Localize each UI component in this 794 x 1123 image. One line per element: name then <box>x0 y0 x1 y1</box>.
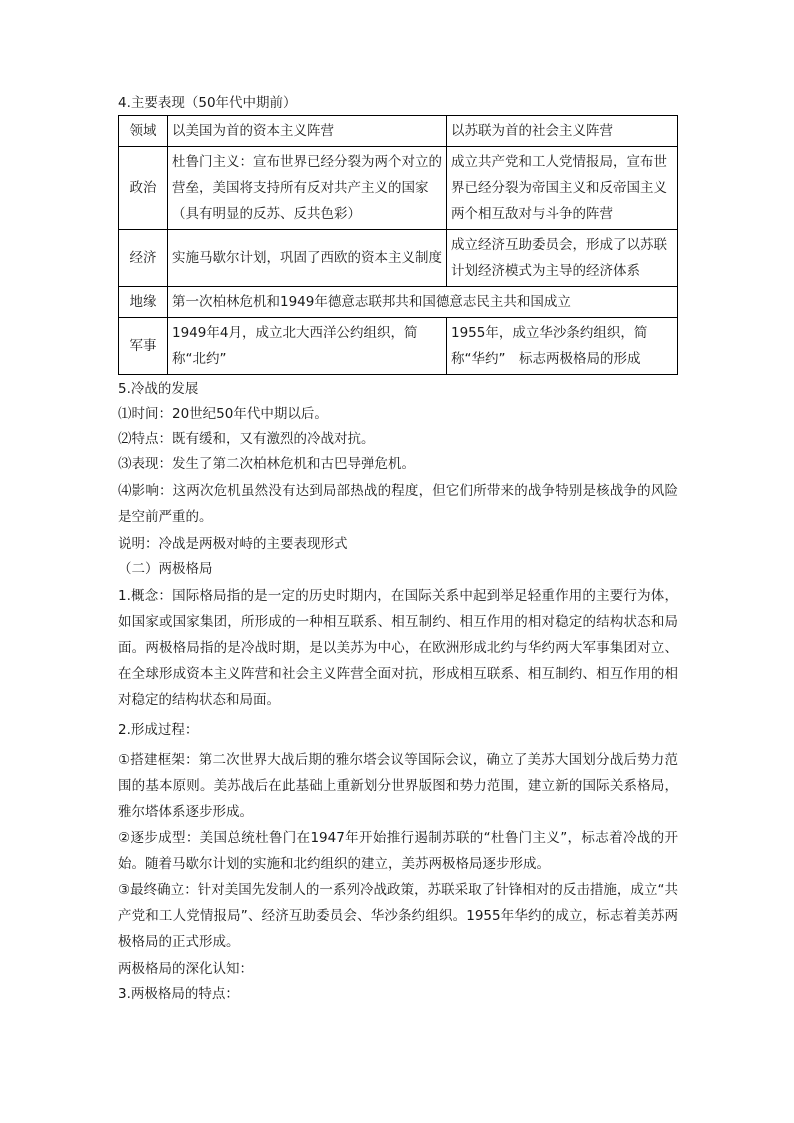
heading-main-manifestations: 4.主要表现（50年代中期前） <box>118 95 297 111</box>
heading-formation-process: 2.形成过程： <box>118 722 199 738</box>
table-row-military <box>119 318 678 375</box>
field-economy: 经济 <box>119 230 168 287</box>
heading-bipolar-features: 3.两极格局的特点： <box>118 986 239 1002</box>
economy-socialist: 成立经济互助委员会，形成了以苏联计划经济模式为主导的经济体系 <box>447 230 678 287</box>
military-western: 1949年4月，成立北大西洋公约组织，简称“北约” <box>168 318 447 375</box>
table-row-politics <box>119 147 678 230</box>
header-western-camp: 以美国为首的资本主义阵营 <box>168 116 447 147</box>
paragraph-step-framework: ①搭建框架：第二次世界大战后期的雅尔塔会议等国际会议，确立了美苏大国划分战后势力范围的基本原则。美苏战后在此基础上重新划分世界版图和势力范围，建立新的国际关系格局，雅尔塔体系逐步形成。 <box>118 752 678 820</box>
table-header-row <box>119 116 678 147</box>
item-impact: ⑷影响：这两次危机虽然没有达到局部热战的程度，但它们所带来的战争特别是核战争的风险是空前严重的。 <box>118 483 678 525</box>
item-time: ⑴时间：20世纪50年代中期以后。 <box>118 406 328 422</box>
politics-western: 杜鲁门主义：宣布世界已经分裂为两个对立的营垒，美国将支持所有反对共产主义的国家（具有明显的反苏、反共色彩） <box>168 147 447 230</box>
note-text: 说明：冷战是两极对峙的主要表现形式 <box>118 536 348 552</box>
heading-deepen-understanding: 两极格局的深化认知： <box>118 961 253 977</box>
heading-bipolar-pattern: （二）两极格局 <box>118 561 213 577</box>
paragraph-step-establishment: ③最终确立：针对美国先发制人的一系列冷战政策，苏联采取了针锋相对的反击措施，成立“共产党和工人党情报局”、经济互助委员会、华沙条约组织。1955年华约的成立，标志着美苏两极格局的正式形成。 <box>118 882 678 950</box>
paragraph-step-shaping: ②逐步成型：美国总统杜鲁门在1947年开始推行遏制苏联的“杜鲁门主义”，标志着冷战的开始。随着马歇尔计划的实施和北约组织的建立，美苏两极格局逐步形成。 <box>118 830 678 872</box>
camp-comparison-table <box>118 115 678 375</box>
military-socialist: 1955年，成立华沙条约组织，简称“华约” 标志两极格局的形成 <box>447 318 678 375</box>
item-feature: ⑵特点：既有缓和，又有激烈的冷战对抗。 <box>118 431 375 447</box>
header-field: 领域 <box>119 116 168 147</box>
field-geo: 地缘 <box>119 287 168 318</box>
table-row-economy <box>119 230 678 287</box>
politics-socialist: 成立共产党和工人党情报局，宣布世界已经分裂为帝国主义和反帝国主义两个相互敌对与斗争的阵营 <box>447 147 678 230</box>
table-row-geo <box>119 287 678 318</box>
header-socialist-camp: 以苏联为首的社会主义阵营 <box>447 116 678 147</box>
heading-cold-war-development: 5.冷战的发展 <box>118 381 199 397</box>
geo-content: 第一次柏林危机和1949年德意志联邦共和国德意志民主共和国成立 <box>168 287 678 318</box>
document-page <box>118 92 678 1005</box>
item-manifestation: ⑶表现：发生了第二次柏林危机和古巴导弹危机。 <box>118 456 415 472</box>
field-military: 军事 <box>119 318 168 375</box>
field-politics: 政治 <box>119 147 168 230</box>
paragraph-concept: 1.概念：国际格局指的是一定的历史时期内，在国际关系中起到举足轻重作用的主要行为体，如国家或国家集团，所形成的一种相互联系、相互制约、相互作用的相对稳定的结构状态和局面。两极格局指的是冷战时期，是以美苏为中心，在欧洲形成北约与华约两大军事集团对立、在全球形成资本主义阵营和社会主义阵营全面对抗，形成相互联系、相互制约、相互作用的相对稳定的结构状态和局面。 <box>118 588 678 708</box>
economy-western: 实施马歇尔计划，巩固了西欧的资本主义制度 <box>168 230 447 287</box>
